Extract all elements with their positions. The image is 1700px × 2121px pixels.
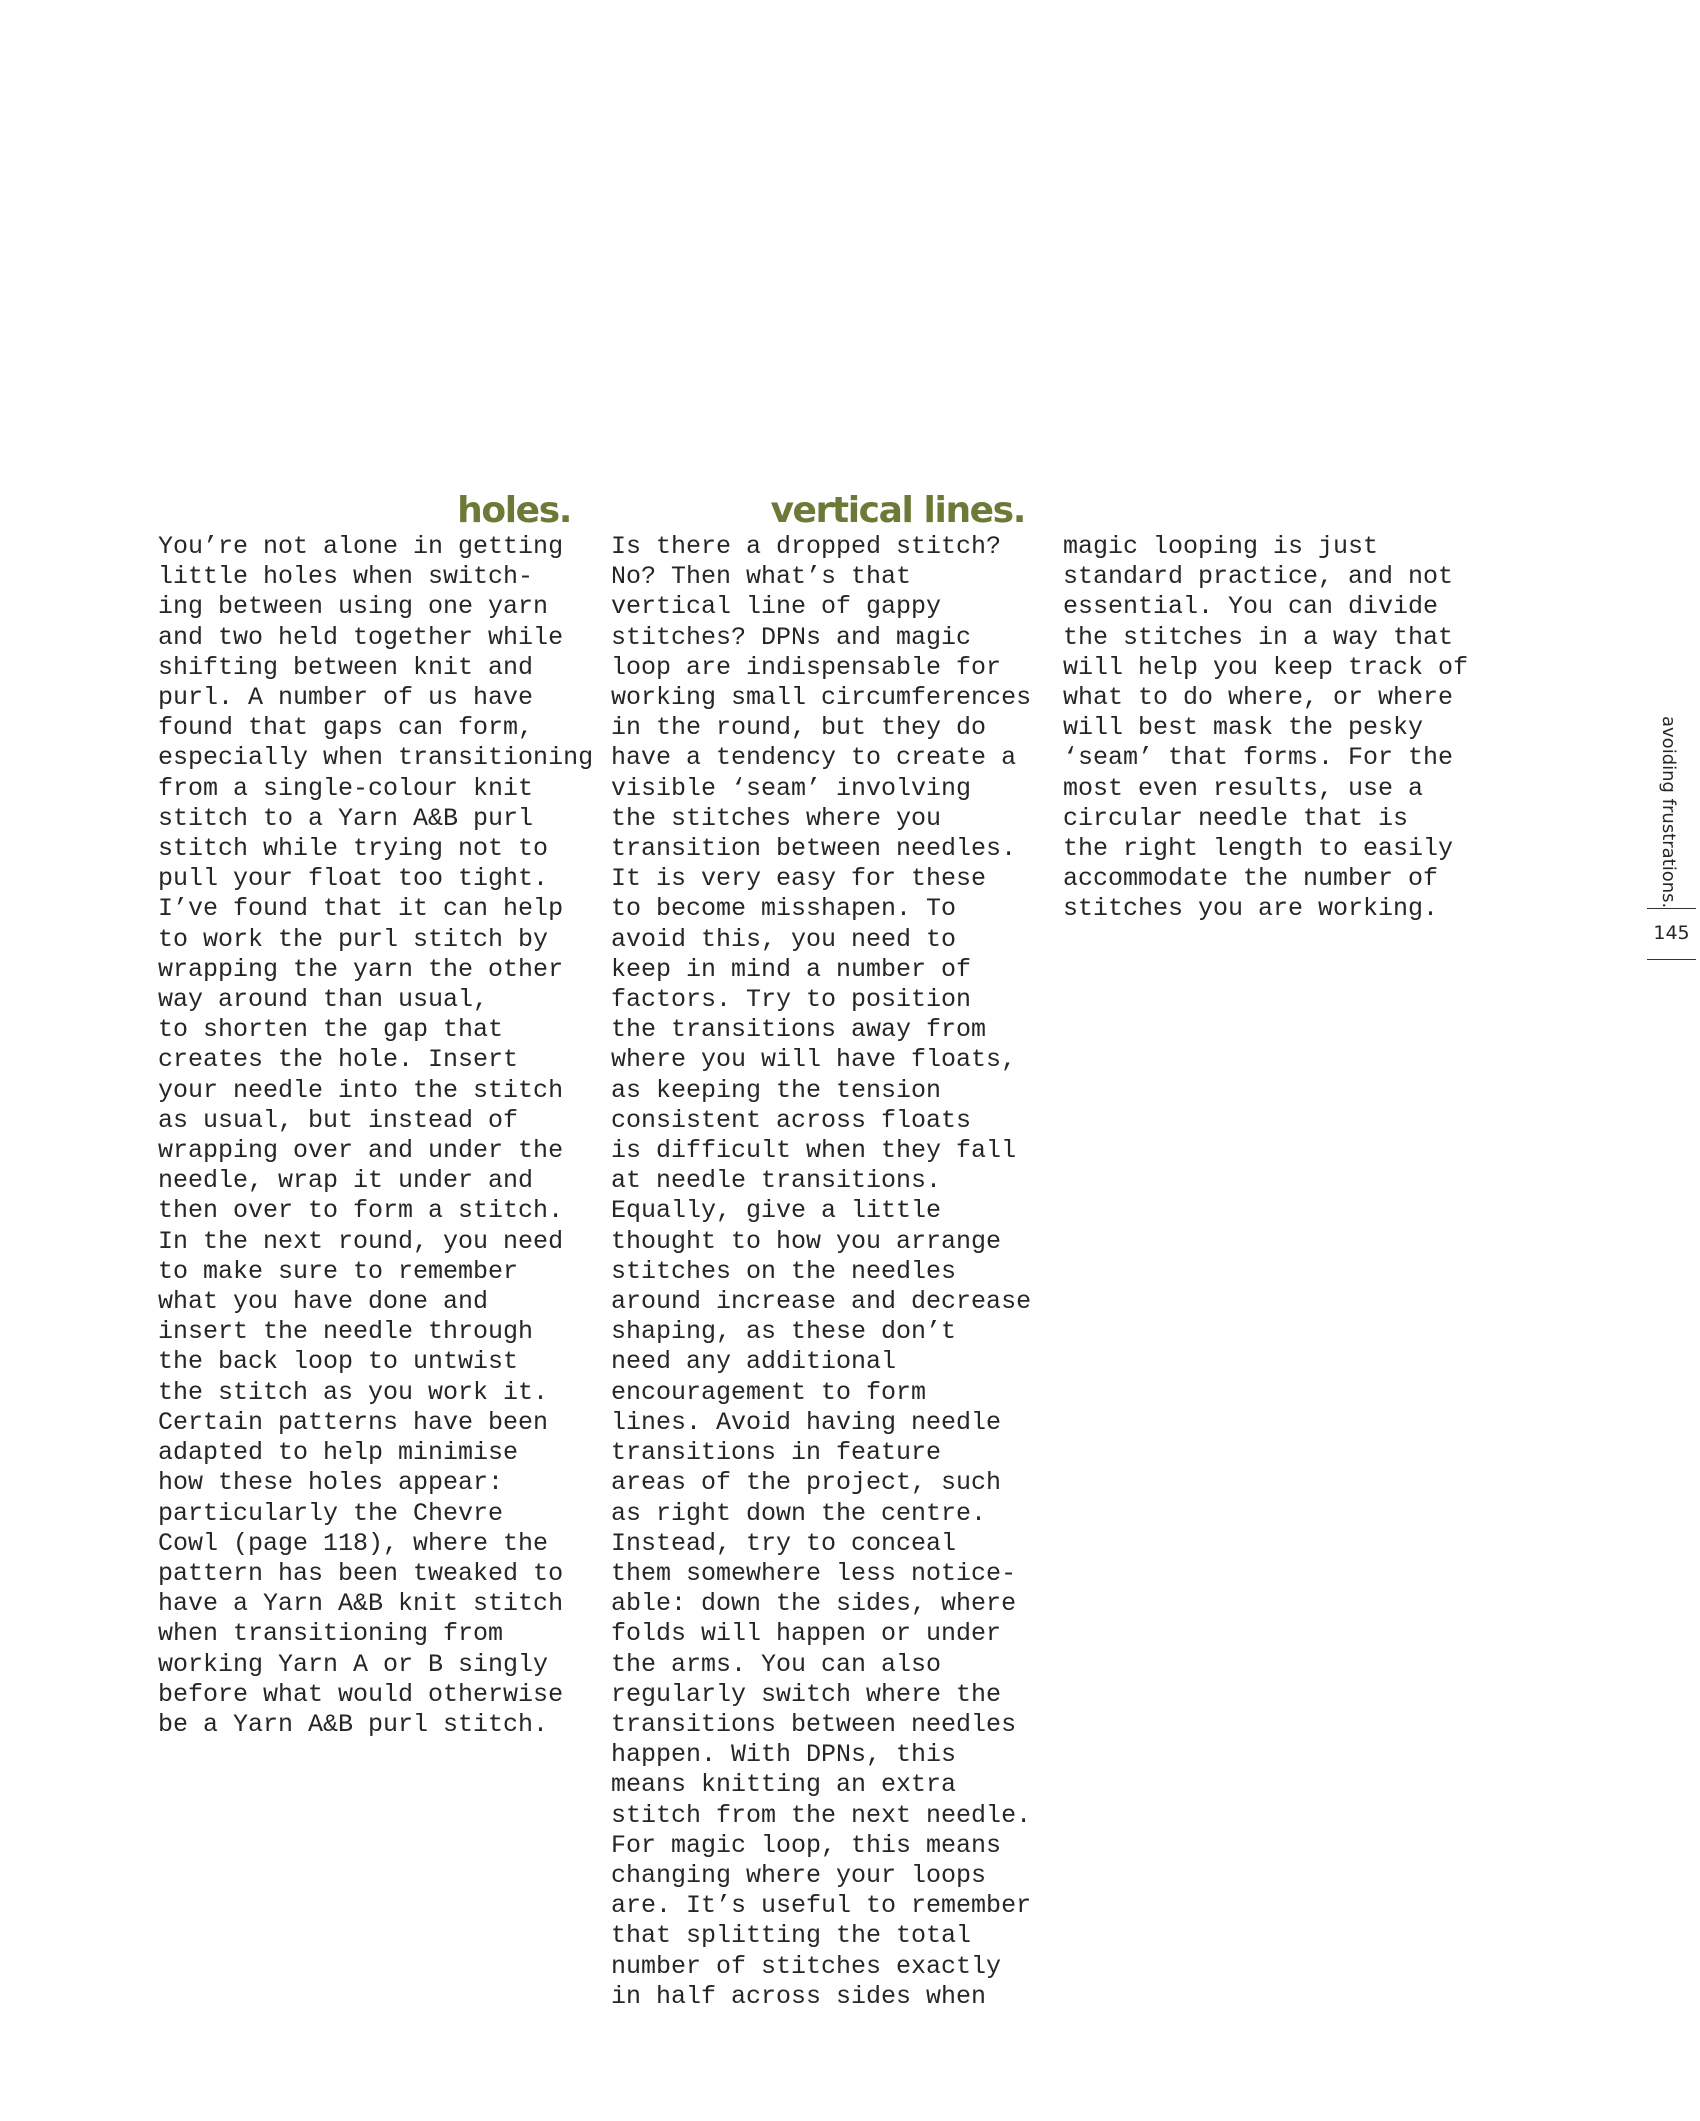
text-line: the transitions away from	[611, 1015, 987, 1045]
text-line: have a tendency to create a	[611, 743, 1017, 773]
text-line: working small circumferences	[611, 683, 1032, 713]
text-line: will help you keep track of	[1063, 652, 1469, 682]
page-number: 145	[1653, 922, 1690, 944]
text-line: stitches you are working.	[1063, 894, 1439, 924]
text-line: areas of the project, such	[611, 1468, 1002, 1498]
text-line: little holes when switch-	[158, 562, 534, 592]
text-line: will best mask the pesky	[1063, 713, 1424, 743]
text-line: the arms. You can also	[611, 1649, 942, 1679]
text-line: at needle transitions.	[611, 1166, 942, 1196]
text-line: as right down the centre.	[611, 1498, 987, 1528]
text-line: No? Then what’s that	[611, 562, 912, 592]
text-line: particularly the Chevre	[158, 1498, 504, 1528]
text-line: ing between using one yarn	[158, 592, 549, 622]
text-line: stitches on the needles	[611, 1256, 957, 1286]
text-line: lines. Avoid having needle	[611, 1407, 1002, 1437]
text-line: the stitches where you	[611, 803, 942, 833]
text-line: that splitting the total	[611, 1921, 972, 1951]
body-column-2	[611, 532, 1031, 2012]
text-line: For magic loop, this means	[611, 1830, 1002, 1860]
text-line: purl. A number of us have	[158, 683, 534, 713]
text-line: as usual, but instead of	[158, 1105, 519, 1135]
text-line: insert the needle through	[158, 1317, 534, 1347]
text-line: the stitch as you work it.	[158, 1377, 549, 1407]
text-line: to shorten the gap that	[158, 1015, 504, 1045]
text-line: what to do where, or where	[1063, 683, 1454, 713]
text-line: I’ve found that it can help	[158, 894, 564, 924]
text-line: Is there a dropped stitch?	[611, 532, 1002, 561]
text-line: loop are indispensable for	[611, 652, 1002, 682]
text-line: adapted to help minimise	[158, 1438, 519, 1468]
text-line: them somewhere less notice-	[611, 1558, 1017, 1588]
text-line: stitch while trying not to	[158, 834, 549, 864]
text-line: Cowl (page 118), where the	[158, 1528, 549, 1558]
text-line: vertical line of gappy	[611, 592, 942, 622]
text-line: in half across sides when	[611, 1981, 987, 2011]
text-line: stitch from the next needle.	[611, 1800, 1032, 1830]
running-head: avoiding frustrations.	[1658, 716, 1679, 909]
folio-rule-bottom	[1647, 959, 1696, 960]
text-line: Certain patterns have been	[158, 1407, 549, 1437]
text-line: as keeping the tension	[611, 1075, 942, 1105]
text-line: to become misshapen. To	[611, 894, 957, 924]
text-line: factors. Try to position	[611, 985, 972, 1015]
text-line: circular needle that is	[1063, 803, 1409, 833]
text-line: In the next round, you need	[158, 1226, 564, 1256]
text-line: changing where your loops	[611, 1860, 987, 1890]
text-line: where you will have floats,	[611, 1045, 1017, 1075]
text-line: regularly switch where the	[611, 1679, 1002, 1709]
text-line: found that gaps can form,	[158, 713, 534, 743]
text-line: and two held together while	[158, 622, 564, 652]
text-line: happen. With DPNs, this	[611, 1740, 957, 1770]
text-line: especially when transitioning	[158, 743, 594, 773]
text-line: It is very easy for these	[611, 864, 987, 894]
text-line: have a Yarn A&B knit stitch	[158, 1589, 564, 1619]
text-line: keep in mind a number of	[611, 954, 972, 984]
text-line: to work the purl stitch by	[158, 924, 549, 954]
body-column-3	[1063, 532, 1483, 925]
text-line: needle, wrap it under and	[158, 1166, 534, 1196]
text-line: are. It’s useful to remember	[611, 1891, 1032, 1921]
text-line: when transitioning from	[158, 1619, 504, 1649]
text-line: how these holes appear:	[158, 1468, 504, 1498]
text-line: ‘seam’ that forms. For the	[1063, 743, 1454, 773]
text-line: pattern has been tweaked to	[158, 1558, 564, 1588]
text-line: wrapping the yarn the other	[158, 954, 564, 984]
text-line: the right length to easily	[1063, 834, 1454, 864]
text-line: creates the hole. Insert	[158, 1045, 519, 1075]
text-line: the back loop to untwist	[158, 1347, 519, 1377]
text-line: consistent across floats	[611, 1105, 972, 1135]
text-line: folds will happen or under	[611, 1619, 1002, 1649]
text-line: way around than usual,	[158, 985, 489, 1015]
text-line: transitions in feature	[611, 1438, 942, 1468]
body-column-1	[158, 532, 594, 1740]
text-line: transition between needles.	[611, 834, 1017, 864]
text-line: most even results, use a	[1063, 773, 1424, 803]
text-line: visible ‘seam’ involving	[611, 773, 972, 803]
text-line: your needle into the stitch	[158, 1075, 564, 1105]
text-line: Instead, try to conceal	[611, 1528, 957, 1558]
text-line: avoid this, you need to	[611, 924, 957, 954]
text-line: You’re not alone in getting	[158, 532, 564, 561]
heading-vertical-lines: vertical lines.	[770, 490, 1025, 531]
text-line: essential. You can divide	[1063, 592, 1439, 622]
text-line: standard practice, and not	[1063, 562, 1454, 592]
text-line: magic looping is just	[1063, 532, 1379, 561]
text-line: accommodate the number of	[1063, 864, 1439, 894]
text-line: Equally, give a little	[611, 1196, 942, 1226]
text-line: means knitting an extra	[611, 1770, 957, 1800]
text-line: from a single-colour knit	[158, 773, 534, 803]
text-line: working Yarn A or B singly	[158, 1649, 549, 1679]
text-line: wrapping over and under the	[158, 1136, 564, 1166]
text-line: pull your float too tight.	[158, 864, 549, 894]
text-line: in the round, but they do	[611, 713, 987, 743]
folio-rule-top	[1647, 908, 1696, 909]
text-line: be a Yarn A&B purl stitch.	[158, 1709, 549, 1739]
text-line: transitions between needles	[611, 1709, 1017, 1739]
text-line: before what would otherwise	[158, 1679, 564, 1709]
text-line: thought to how you arrange	[611, 1226, 1002, 1256]
text-line: able: down the sides, where	[611, 1589, 1017, 1619]
text-line: is difficult when they fall	[611, 1136, 1017, 1166]
text-line: then over to form a stitch.	[158, 1196, 564, 1226]
text-line: what you have done and	[158, 1287, 489, 1317]
text-line: shaping, as these don’t	[611, 1317, 957, 1347]
text-line: number of stitches exactly	[611, 1951, 1002, 1981]
text-line: stitches? DPNs and magic	[611, 622, 972, 652]
text-line: shifting between knit and	[158, 652, 534, 682]
text-line: need any additional	[611, 1347, 897, 1377]
text-line: encouragement to form	[611, 1377, 927, 1407]
heading-holes: holes.	[457, 490, 571, 531]
text-line: stitch to a Yarn A&B purl	[158, 803, 534, 833]
text-line: to make sure to remember	[158, 1256, 519, 1286]
text-line: around increase and decrease	[611, 1287, 1032, 1317]
text-line: the stitches in a way that	[1063, 622, 1454, 652]
